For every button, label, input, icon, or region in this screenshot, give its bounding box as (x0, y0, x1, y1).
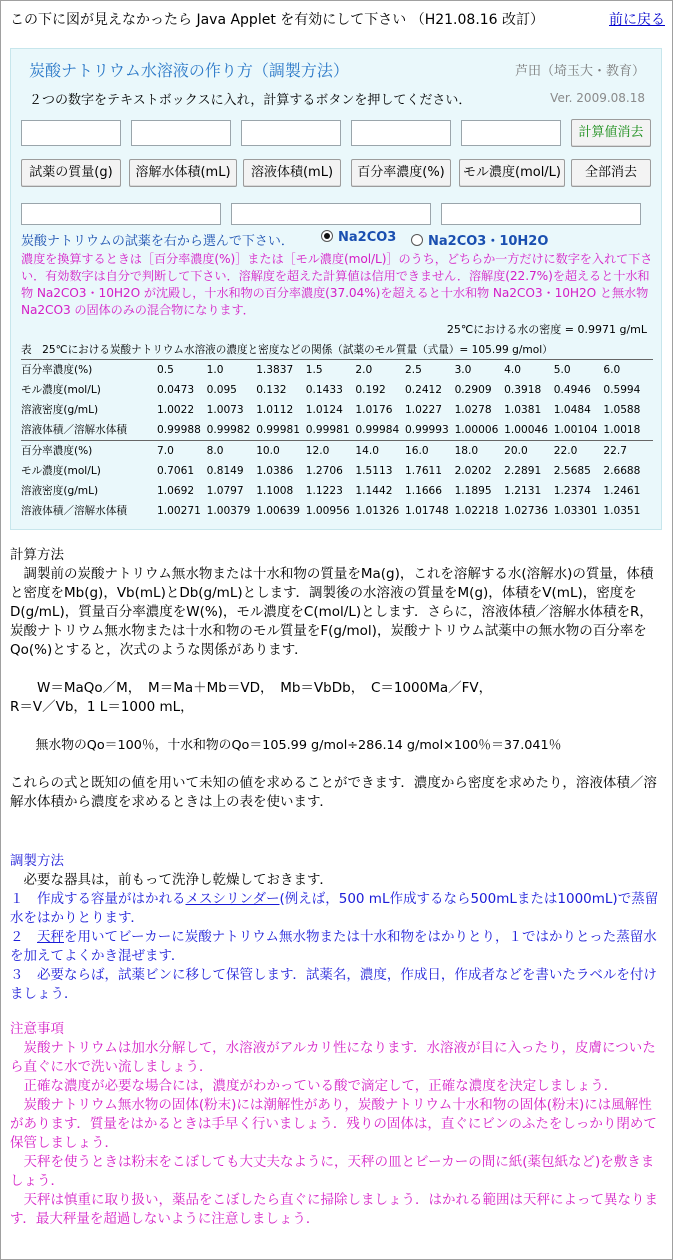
prep-step-3: ３ 必要ならば，試薬ビンに移して保管します．試薬名，濃度，作成日，作成者などを書いたラベルを付けましょう． (10, 967, 657, 1002)
table-cell: 0.8149 (206, 465, 244, 477)
calc-solution-volume-button[interactable]: 溶液体積(mL) (243, 159, 341, 187)
applet-warning: 濃度を換算するときは［百分率濃度(%)］または［モル濃度(mol/L)］のうち，どちらか一方だけに数字を入れて下さい．有効数字は自分で判断して下さい．溶解度を超えた計算値は信用できません．溶解度(22.7%)を超えると十水和物 Na2CO3・10H2O が沈殿し，十水和物の百分率濃度(37.04%)を超えると十水和物 Na2CO3・10H2O と無水物 Na2CO3 の固体のみの混合物になります． (21, 252, 653, 317)
prep-section (10, 852, 665, 1004)
table-row (21, 440, 653, 461)
notice-text: この下に図が見えなかったら Java Applet を有効にして下さい （H21.08.16 改訂） (10, 12, 545, 28)
result-field-2[interactable] (231, 203, 431, 225)
table-cell: 0.99982 (206, 424, 251, 436)
table-cell: 1.02736 (504, 505, 548, 517)
table-cell: 0.99993 (404, 424, 449, 436)
calc-mass-button[interactable]: 試薬の質量(g) (21, 159, 121, 187)
prep-step-2-b: を用いてビーカーに炭酸ナトリウム無水物または十水和物をはかりとり，１ではかりとった蒸留水を加えてよくかき混ぜます． (10, 929, 657, 964)
table-row-label: 溶液体積／溶解水体積 (21, 424, 127, 436)
graduated-cylinder-link[interactable]: メスシリンダー (185, 891, 280, 907)
calc-paragraph-2: これらの式と既知の値を用いて未知の値を求めることができます．濃度から密度を求めたり，溶液体積／溶解水体積から濃度を求めるときは上の表を使います． (10, 775, 657, 810)
mass-input[interactable] (21, 120, 121, 146)
table-row-label: 溶液密度(g/mL) (21, 485, 99, 497)
table-cell: 0.7061 (157, 465, 195, 477)
table-cell: 1.1666 (404, 485, 443, 497)
caution-p4: 天秤を使うときは粉末をこぼしても大丈夫なように，天秤の皿とビーカーの間に紙(薬包紙など)を敷きましょう． (10, 1154, 655, 1189)
table-cell: 1.5113 (355, 465, 393, 477)
clear-all-button[interactable]: 全部消去 (571, 159, 651, 187)
table-cell: 1.00379 (206, 505, 251, 517)
table-cell: 1.2706 (305, 465, 343, 477)
table-cell: 1.0351 (603, 505, 641, 517)
applet-version: Ver. 2009.08.18 (550, 91, 645, 105)
table-cell: 3.0 (454, 364, 472, 376)
table-cell: 0.99984 (355, 424, 400, 436)
calc-section (10, 546, 665, 812)
table-row (21, 360, 653, 380)
table-row (21, 400, 653, 420)
table-cell: 1.0112 (256, 404, 294, 416)
radio-decahydrate[interactable] (411, 230, 548, 249)
prep-heading: 調製方法 (10, 853, 64, 869)
table-cell: 1.0018 (603, 424, 641, 436)
formula-line-3: 無水物のQo＝100％，十水和物のQo＝105.99 g/mol÷286.14 g/mol×100％＝37.041％ (10, 738, 562, 753)
table-cell: 22.7 (603, 445, 627, 457)
prep-step-1-b: (例えば，500 mL作成するなら500mLまたは1000mL)で蒸留水をはかりとります． (10, 891, 659, 926)
table-cell: 1.03301 (553, 505, 598, 517)
table-cell: 16.0 (404, 445, 429, 457)
table-cell: 0.99981 (305, 424, 350, 436)
table-cell: 1.00104 (553, 424, 598, 436)
table-row (21, 380, 653, 400)
caution-section (10, 1020, 665, 1229)
table-cell: 18.0 (454, 445, 479, 457)
balance-link[interactable]: 天秤 (37, 929, 64, 945)
table-cell: 0.2412 (404, 384, 443, 396)
table-cell: 4.0 (504, 364, 522, 376)
table-cell: 0.2909 (454, 384, 492, 396)
caution-p1: 炭酸ナトリウムは加水分解して，水溶液がアルカリ性になります．水溶液が目に入ったり，皮膚についたら直ぐに水で洗い流しましょう． (10, 1040, 656, 1075)
formula-line-1: W＝MaQo／M， M＝Ma＋Mb＝VD， Mb＝VbDb， C＝1000Ma／FV， (10, 680, 493, 696)
molarity-input[interactable] (461, 120, 561, 146)
table-cell: 2.6688 (603, 465, 641, 477)
table-cell: 1.5 (305, 364, 323, 376)
prep-step-1 (10, 890, 665, 928)
table-cell: 6.0 (603, 364, 621, 376)
table-cell: 1.01748 (404, 505, 449, 517)
radio-decahydrate-label: Na2CO3・10H2O (428, 234, 549, 249)
table-cell: 5.0 (553, 364, 571, 376)
prep-line-0: 必要な器具は，前もって洗浄し乾燥しておきます． (10, 872, 333, 888)
applet-title: 炭酸ナトリウム水溶液の作り方（調製方法） (29, 61, 349, 80)
table-cell: 0.4946 (553, 384, 591, 396)
table-cell: 1.0124 (305, 404, 343, 416)
table-cell: 1.0484 (553, 404, 591, 416)
calc-solvent-volume-button[interactable]: 溶解水体積(mL) (129, 159, 237, 187)
table-row-label: 百分率濃度(%) (21, 364, 93, 376)
table-cell: 1.1895 (454, 485, 492, 497)
table-cell: 0.5994 (603, 384, 641, 396)
table-cell: 1.0588 (603, 404, 641, 416)
table-cell: 0.99988 (157, 424, 201, 436)
reagent-choose-label: 炭酸ナトリウムの試薬を右から選んで下さい． (21, 234, 294, 249)
table-cell: 0.5 (157, 364, 174, 376)
applet-author: 芦田（埼玉大・教育） (514, 64, 645, 79)
table-cell: 0.0473 (157, 384, 195, 396)
table-cell: 1.0 (206, 364, 224, 376)
table-cell: 1.2374 (553, 485, 591, 497)
table-cell: 0.3918 (504, 384, 542, 396)
table-caption: 表 25℃における炭酸ナトリウム水溶液の濃度と密度などの関係（試薬のモル質量（式量）= 105.99 g/mol） (21, 341, 653, 360)
table-cell: 8.0 (206, 445, 224, 457)
clear-values-button[interactable]: 計算値消去 (571, 119, 651, 147)
table-row-label: 百分率濃度(%) (21, 445, 93, 457)
table-cell: 7.0 (157, 445, 174, 457)
result-field-1[interactable] (21, 203, 221, 225)
table-cell: 1.0227 (404, 404, 443, 416)
table-row (21, 420, 653, 440)
water-density-note: 25℃における水の密度 = 0.9971 g/mL (446, 323, 647, 336)
calculator-applet (10, 48, 662, 530)
table-cell: 20.0 (504, 445, 528, 457)
table-cell: 0.1433 (305, 384, 343, 396)
table-cell: 14.0 (355, 445, 379, 457)
table-row (21, 461, 653, 481)
caution-p5: 天秤は慎重に取り扱い，薬品をこぼしたら直ぐに掃除しましょう．はかれる範囲は天秤によって異なります．最大秤量を超過しないように注意しましょう． (10, 1192, 658, 1227)
calc-percent-button[interactable]: 百分率濃度(%) (351, 159, 451, 187)
solution-volume-input[interactable] (241, 120, 341, 146)
table-cell: 1.0386 (256, 465, 294, 477)
table-cell: 1.0381 (504, 404, 542, 416)
table-cell: 1.3837 (256, 364, 294, 376)
solvent-volume-input[interactable] (131, 120, 231, 146)
applet-notice (10, 10, 665, 30)
table-cell: 1.0073 (206, 404, 244, 416)
table-cell: 2.2891 (504, 465, 542, 477)
table-cell: 1.0176 (355, 404, 393, 416)
table-row-label: 溶液体積／溶解水体積 (21, 505, 127, 517)
table-cell: 1.0797 (206, 485, 244, 497)
table-cell: 1.0278 (454, 404, 492, 416)
table-cell: 1.00046 (504, 424, 548, 436)
table-cell: 2.5685 (553, 465, 591, 477)
table-cell: 22.0 (553, 445, 578, 457)
radio-selected-icon[interactable] (321, 230, 333, 242)
prep-step-1-a: １ 作成する容量がはかれる (10, 891, 186, 907)
percent-input[interactable] (351, 120, 451, 146)
caution-p2: 正確な濃度が必要な場合には，濃度がわかっている酸で滴定して，正確な濃度を決定しましょう． (10, 1078, 618, 1094)
table-row-label: 溶液密度(g/mL) (21, 404, 99, 416)
calc-molarity-button[interactable]: モル濃度(mol/L) (459, 159, 565, 187)
prep-step-2 (10, 928, 665, 966)
table-cell: 2.0202 (454, 465, 492, 477)
table-cell: 1.1223 (305, 485, 343, 497)
density-table (21, 341, 653, 521)
table-row (21, 481, 653, 501)
table-cell: 1.2461 (603, 485, 641, 497)
formula-line-2: R＝V／Vb，1 L＝1000 mL， (10, 699, 194, 715)
table-cell: 1.1442 (355, 485, 393, 497)
table-cell: 0.132 (256, 384, 287, 396)
table-row-label: モル濃度(mol/L) (21, 465, 101, 477)
radio-anhydrous-label: Na2CO3 (338, 230, 397, 245)
table-cell: 1.00639 (256, 505, 300, 517)
applet-instruction: ２つの数字をテキストボックスに入れ，計算するボタンを押してください． (29, 93, 472, 108)
table-cell: 0.99981 (256, 424, 300, 436)
table-row (21, 501, 653, 521)
table-cell: 2.0 (355, 364, 373, 376)
table-cell: 12.0 (305, 445, 330, 457)
table-cell: 1.00956 (305, 505, 350, 517)
table-cell: 1.00006 (454, 424, 499, 436)
table-cell: 10.0 (256, 445, 280, 457)
table-cell: 1.1008 (256, 485, 294, 497)
table-cell: 1.0022 (157, 404, 195, 416)
table-cell: 1.00271 (157, 505, 201, 517)
radio-anhydrous[interactable] (321, 230, 396, 245)
table-cell: 2.5 (404, 364, 422, 376)
table-cell: 0.192 (355, 384, 386, 396)
table-cell: 1.7611 (404, 465, 443, 477)
table-cell: 1.01326 (355, 505, 400, 517)
calc-paragraph-1: 調製前の炭酸ナトリウム無水物または十水和物の質量をMa(g)，これを溶解する水(溶解水)の質量，体積と密度をMb(g)，Vb(mL)とDb(g/mL)とします．調製後の水溶液の質量をM(g)，体積をV(mL)，密度をD(g/mL)，質量百分率濃度をW(%)，モル濃度をC(mol/L)とします．さらに，溶液体積／溶解水体積をR，炭酸ナトリウム無水物または十水和物のモル質量をF(g/mol)，炭酸ナトリウム試薬中の無水物の百分率をQo(%)とすると，次式のような関係があります． (10, 566, 654, 658)
calc-heading: 計算方法 (10, 547, 64, 563)
back-link[interactable]: 前に戻る (609, 12, 665, 28)
prep-step-2-a: ２ (10, 929, 37, 945)
table-row-label: モル濃度(mol/L) (21, 384, 101, 396)
table-cell: 1.0692 (157, 485, 195, 497)
radio-unselected-icon[interactable] (411, 234, 423, 246)
table-cell: 1.02218 (454, 505, 499, 517)
table-cell: 0.095 (206, 384, 237, 396)
caution-heading: 注意事項 (10, 1021, 64, 1037)
caution-p3: 炭酸ナトリウム無水物の固体(粉末)には潮解性があり，炭酸ナトリウム十水和物の固体(粉末)には風解性があります．質量をはかるときは手早く行いましょう．残りの固体は，直ぐにビンのふたをしっかり閉めて保管しましょう． (10, 1097, 657, 1151)
result-field-3[interactable] (441, 203, 641, 225)
table-cell: 1.2131 (504, 485, 542, 497)
